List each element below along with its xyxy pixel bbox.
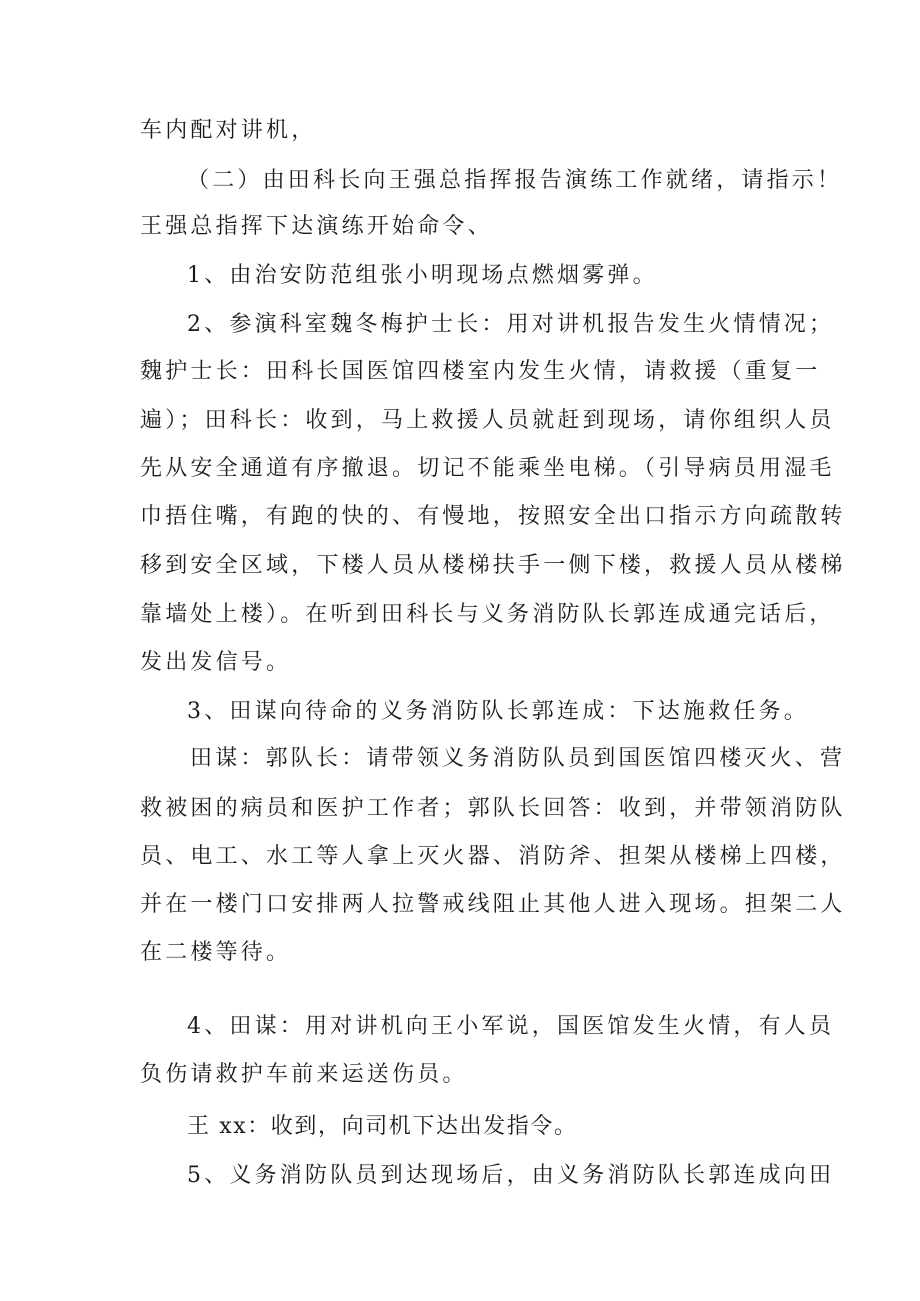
text-line-5: 2、参演科室魏冬梅护士长：用对讲机报告发生火情情况； [187,312,835,337]
text-line-19: 4、田谋：用对讲机向王小军说，国医馆发生火情，有人员 [187,1014,835,1039]
text-line-8: 先从安全通道有序撤退。切记不能乘坐电梯。（引导病员用湿毛 [140,456,835,481]
text-line-21: 王 xx：收到，向司机下达出发指令。 [187,1114,578,1139]
text-line-22: 5、义务消防队员到达现场后，由义务消防队长郭连成向田 [187,1163,835,1188]
text-line-20: 负伤请救护车前来运送伤员。 [140,1062,468,1087]
text-line-12: 发出发信号。 [140,650,292,675]
text-line-15: 救被困的病员和医护工作者；郭队长回答：收到，并带领消防队 [140,796,846,821]
text-line-2: （二）由田科长向王强总指挥报告演练工作就绪，请指示！ [187,168,843,193]
text-line-11: 靠墙处上楼）。在听到田科长与义务消防队长郭连成通完话后， [140,602,835,627]
text-line-3: 王强总指挥下达演练开始命令、 [140,214,493,239]
text-line-6: 魏护士长：田科长国医馆四楼室内发生火情，请救援（重复一 [140,359,821,384]
text-line-18: 在二楼等待。 [140,940,292,965]
text-line-4: 1、由治安防范组张小明现场点燃烟雾弹。 [187,263,658,288]
text-line-17: 并在一楼门口安排两人拉警戒线阻止其他人进入现场。担架二人 [140,892,846,917]
text-line-10: 移到安全区域，下楼人员从楼梯扶手一侧下楼，救援人员从楼梯 [140,553,846,578]
text-line-13: 3、田谋向待命的义务消防队长郭连成：下达施救任务。 [187,699,809,724]
text-line-9: 巾捂住嘴，有跑的快的、有慢地，按照安全出口指示方向疏散转 [140,504,846,529]
text-line-7: 遍）；田科长：收到，马上救援人员就赶到现场，请你组织人员 [140,408,835,433]
text-line-16: 员、电工、水工等人拿上灭火器、消防斧、担架从楼梯上四楼， [140,844,846,869]
text-line-14: 田谋：郭队长：请带领义务消防队员到国医馆四楼灭火、营 [190,746,846,771]
text-line-1: 车内配对讲机， [140,118,317,143]
